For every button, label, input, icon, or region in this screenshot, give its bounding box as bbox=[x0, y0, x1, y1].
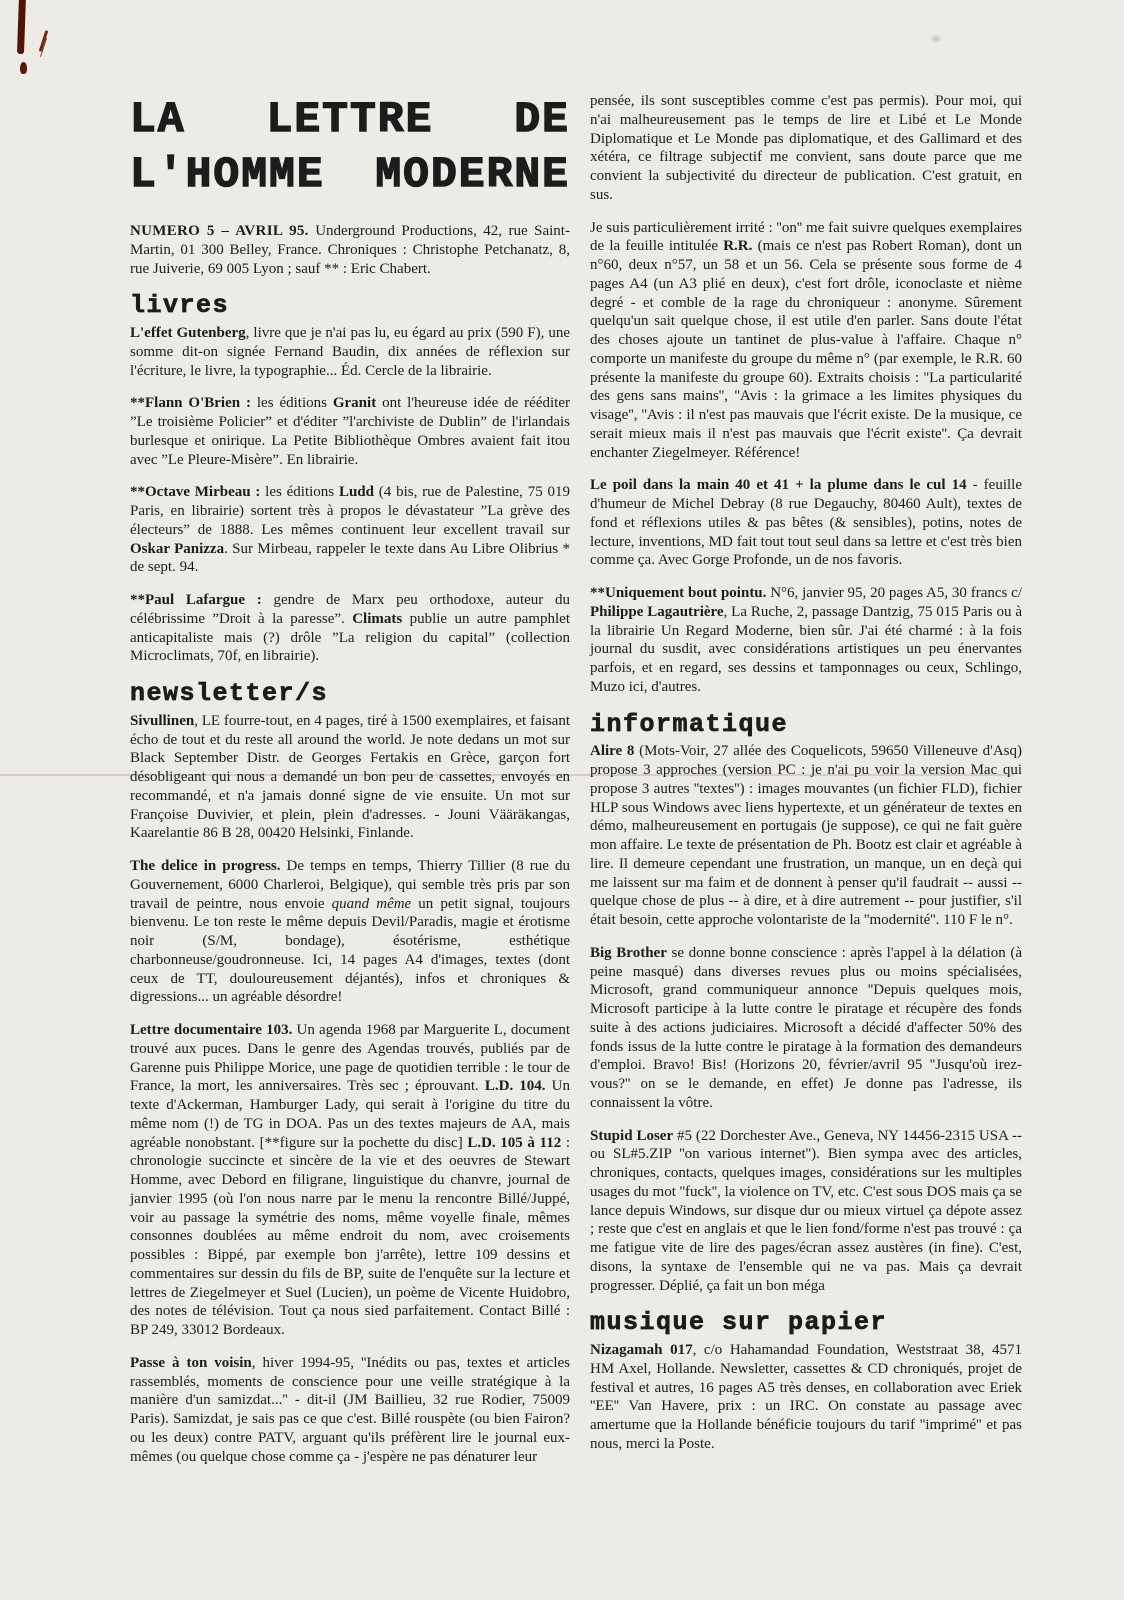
text-segment: NUMERO 5 – AVRIL 95. bbox=[130, 223, 309, 240]
title-word: MODERNE bbox=[375, 150, 570, 200]
paragraph bbox=[130, 591, 570, 666]
title-word: DE bbox=[514, 95, 570, 144]
text-segment: pensée, ils sont susceptibles comme c'est pas permis). Pour moi, qui n'ai malheureusement pas le temps de lire et Libé et Le Monde Diplomatique et Le Monde pas diplomatique, et des Gallimard et des xétéra, ce filtrage subjectif me convient, sans doute parce que me convient la subjectivité du directeur de publication. C'est gratuit, en sus. bbox=[590, 93, 1022, 203]
masthead-paragraph bbox=[130, 222, 570, 278]
text-segment: Le poil dans la main 40 et 41 + la plume dans le cul 14 bbox=[590, 477, 967, 494]
paragraph bbox=[590, 1127, 1022, 1296]
page-title bbox=[130, 92, 570, 202]
text-segment: quand même bbox=[331, 895, 412, 912]
paragraph bbox=[590, 742, 1022, 930]
text-segment: #5 (22 Dorchester Ave., Geneva, NY 14456-2315 USA -- ou SL#5.ZIP ''on various internet''). Bien sympa avec des articles, chroniques, contacts, quelques images, considérations sur les multiples usages du mot ''fuck'', la violence on TV, etc. C'est sous DOS mais ça se lance depuis Windows, sur disque dur ou mieux virtuel ça dépote assez ; reste que c'est en anglais et que le lien fond/forme n'est pas trouvé : ça me fatigue vite de lire des pages/écran assez austères (in fine). C'est, disons, la syntaxe de l'ensemble qui ne va pas. Mais ça devrait progresser. Déplié, ça fait un bon méga bbox=[590, 1127, 1022, 1294]
text-segment: L.D. 105 à 112 bbox=[467, 1134, 562, 1151]
title-word: L'HOMME bbox=[130, 150, 325, 200]
paragraph bbox=[130, 394, 570, 469]
paragraph bbox=[590, 584, 1022, 697]
text-segment: : chronologie succincte et sincère de la vie et des oeuvres de Stewart Homme, avec Debord en filigrane, linguistique du chanvre, journal de janvier 1995 (où l'on nous narre par le menu la rencontre Billé/Juppé, voir au passage la symétrie des noms, même voyelle finale, mêmes consonnes doublées au même endroit du nom, avec croisements possibles : Bippé, par exemple bon j'arrête), lettre 109 dessins et commentaires sur dessin du fils de BP, suite de l'enquête sur la lecture et lettres de Ziegelmeyer et Suel (Lucien), un poème de Vicente Huidobro, des notes de télévision. Tout ça nous sied parfaitement. Contact Billé : BP 249, 33012 Bordeaux. bbox=[130, 1134, 570, 1339]
text-segment: Je suis particulièrement irrité : ''on'' me fait suivre quelques exemplaires de la feuille intitulée bbox=[590, 219, 1022, 255]
text-segment: Un agenda 1968 par Marguerite L, document trouvé aux puces. Dans le genre des Agendas trouvés, publiés par de Garenne puis Philippe Morice, une page de quotidien terrible : le tour de France, la mort, les anniversaires. Très sec ; éprouvant. bbox=[130, 1022, 570, 1095]
text-segment: **Octave Mirbeau : bbox=[130, 484, 261, 501]
text-segment: , LE fourre-tout, en 4 pages, tiré à 1500 exemplaires, et faisant écho de tout et du reste all around the world. Je note dedans un mot sur Black September Distr. de Georges Fertakis en Grèce, garçon fort désobligeant qui nous a demandé un bon peu de cassettes, envoyés en recommandé, et n'a jamais donné signe de vie ensuite. Un mot sur Françoise Duvivier, et plein, plein d'adresses. - Jouni Vääräkangas, Kaarelantie 86 B 28, 00420 Helsinki, Finlande. bbox=[130, 712, 570, 842]
paragraph bbox=[130, 324, 570, 380]
text-segment: Ludd bbox=[338, 484, 374, 501]
title-line-1 bbox=[130, 92, 570, 147]
paragraph bbox=[590, 1341, 1022, 1454]
text-segment: Philippe Lagautrière bbox=[590, 603, 724, 620]
text-segment: Lettre documentaire 103. bbox=[130, 1022, 293, 1039]
text-segment: Un texte d'Ackerman, Hamburger Lady, qui serait à l'origine du titre du même nom (!) de TG in DOA. Pas un des textes majeurs de AA, mais agréable nonobstant. [**figure sur la pochette du disc] bbox=[130, 1078, 570, 1151]
text-segment: ont l'heureuse idée de rééditer ”Le troisième Policier” et d'éditer ”l'archiviste de Dublin” de l'irlandais burlesque et onirique. La Petite Bibliothèque Ombres avaient fait itou avec ”Le Pleure-Misère”. En librairie. bbox=[130, 395, 570, 468]
section-heading-musique-sur-papier: musique sur papier bbox=[590, 1308, 888, 1338]
paragraph bbox=[130, 483, 570, 577]
text-segment: les éditions bbox=[250, 395, 333, 412]
paragraph bbox=[130, 712, 570, 843]
ink-stroke-diagonal bbox=[39, 30, 49, 52]
paragraph bbox=[130, 1021, 570, 1340]
text-segment: Big Brother bbox=[590, 944, 667, 961]
title-word: LA bbox=[130, 95, 186, 144]
text-segment: Stupid Loser bbox=[590, 1127, 674, 1144]
title-word: LETTRE bbox=[266, 95, 434, 144]
text-segment: Nizagamah 017 bbox=[590, 1342, 693, 1358]
page-content bbox=[130, 92, 1022, 1480]
paragraph bbox=[130, 857, 570, 1007]
text-segment: **Uniquement bout pointu. bbox=[590, 585, 767, 601]
section-heading-livres: livres bbox=[130, 291, 230, 321]
text-segment: L'effet Gutenberg bbox=[130, 325, 246, 342]
text-segment: Oskar Panizza bbox=[130, 540, 225, 557]
text-segment: gendre de Marx peu orthodoxe, auteur du célébrissime ”Droit à la paresse”. bbox=[130, 592, 571, 627]
text-segment: les éditions bbox=[260, 484, 339, 501]
text-segment: R.R. bbox=[723, 238, 753, 255]
text-segment: , hiver 1994-95, ''Inédits ou pas, textes et articles rassemblés, moments de conscience pour une veille stratégique à la manière d'un samizdat...'' - dit-il (JM Baillieu, 32 rue Rodier, 75009 Paris). Samizdat, je sais pas ce que c'est. Billé rouspète (ou bien Fairon? ou les deux) contre PATV, arguant qu'ils préfèrent lire le journal eux-mêmes (ou quelque chose comme ça - j'espère ne pas dénaturer leur bbox=[130, 1354, 570, 1465]
text-segment: Granit bbox=[332, 395, 377, 412]
text-segment: - feuille d'humeur de Michel Debray (8 rue Degauchy, 80460 Ault), textes de fond et réflexions utiles & pas bêtes (& sensibles), potins, notes de lecture, inventions, MD fait tout tout seul dans sa lettre et c'est très bien comme ça. Avec Gorge Profonde, un de nos favoris. bbox=[590, 477, 1022, 569]
left-column bbox=[130, 92, 570, 1480]
text-segment: , c/o Hahamandad Foundation, Weststraat 38, 4571 HM Axel, Hollande. Newsletter, cassettes & CD chroniqués, projet de festival et autres, 16 pages A5 très denses, en collaboration avec Eriek ''EE'' Van Havere, prix : un IRC. On constate au passage avec amertume que la Hollande bénéficie toujours du tarif ''imprimé'' et pas nous, merci la Poste. bbox=[590, 1342, 1023, 1452]
title-line-2 bbox=[130, 147, 570, 202]
text-segment: L.D. 104. bbox=[484, 1078, 546, 1095]
text-segment: Sivullinen bbox=[130, 712, 195, 729]
text-segment: publie un autre pamphlet anticapitaliste mais (?) drôle ”La religion du capital” (collection Microclimats, 70f, en librairie). bbox=[130, 610, 570, 665]
ink-dot bbox=[20, 62, 27, 74]
text-segment: (Mots-Voir, 27 allée des Coquelicots, 59650 Villeneuve d'Asq) propose 3 approches (version PC : je n'ai pu voir la version Mac qui propose 3 autres ''textes'') : images mouvantes (un fichier FLD), fichier HLP sous Windows avec liens hypertexte, et un générateur de textes en démo, malheureusement en portugais (je suppose), ce qui ne fait guère mon affaire. Le texte de présentation de Ph. Bootz est clair et agréable à lire. Il demeure cependant une frustration, un manque, un en deçà qui me laissent sur ma faim et de donnent à penser qu'il faudrait -- aussi -- quelque chose de plus -- à dire, et à dire autrement -- pour justifier, s'il était besoin, cette approche volontariste de la ''modernité''. 110 F le n°. bbox=[590, 743, 1022, 928]
text-segment: un petit signal, toujours bienvenu. Le ton reste le même depuis Devil/Paradis, magie et érotisme noir (S/M, bondage), ésotérisme, esthétique charbonneuse/goudronneuse. Ici, 14 pages A4 d'images, textes (dont ceux de TT, douloureusement déjantés), infos et chroniques & digressions... un agréable désordre! bbox=[130, 895, 570, 1006]
text-segment: **Flann O'Brien : bbox=[130, 395, 251, 412]
text-segment: , La Ruche, 2, passage Dantzig, 75 015 Paris ou à la librairie Un Regard Moderne, bien sûr. J'ai été charmé : à la fois journal du susdit, avec considérations artistiques un peu énervantes parfois, et en regard, ses dessins et tamponnages ou ceux, Schlingo, Muzo ici, d'autres. bbox=[590, 603, 1022, 695]
paragraph bbox=[130, 1354, 570, 1467]
text-segment: , livre que je n'ai pas lu, eu égard au prix (590 F), une somme dit-on signée Fernand Baudin, dix années de réflexion sur l'écriture, le livre, la typographie... Éd. Cercle de la librairie. bbox=[130, 325, 570, 379]
right-column bbox=[590, 92, 1022, 1480]
text-segment: Climats bbox=[352, 610, 403, 627]
text-segment: . Sur Mirbeau, rappeler le texte dans Au Libre Olibrius * de sept. 94. bbox=[130, 540, 570, 576]
text-segment: (4 bis, rue de Palestine, 75 019 Paris, en librairie) sortent très à propos le dévastateur ”La grève des électeurs” de 1888. Les mêmes continuent leur excellent travail sur bbox=[130, 484, 570, 538]
section-heading-informatique: informatique bbox=[590, 709, 789, 739]
paragraph bbox=[590, 476, 1022, 570]
ink-stain-mark bbox=[14, 0, 64, 90]
section-heading-newsletters: newsletter/s bbox=[130, 679, 329, 709]
text-segment: N°6, janvier 95, 20 pages A5, 30 francs c/ bbox=[766, 585, 1022, 601]
text-segment: Alire 8 bbox=[590, 743, 635, 760]
text-segment: **Paul Lafargue : bbox=[130, 592, 262, 609]
paragraph bbox=[590, 219, 1022, 463]
text-segment: Underground Productions, 42, rue Saint-Martin, 01 300 Belley, France. Chroniques : Christophe Petchanatz, 8, rue Juiverie, 69 005 Lyon ; sauf ** : Eric Chabert. bbox=[130, 223, 570, 277]
paragraph bbox=[590, 944, 1022, 1113]
text-segment: se donne bonne conscience : après l'appel à la délation (à peine masqué) dans diverses revues plus ou moins spécialisées, Microsoft, grand communiqueur annonce ''Depuis quelques mois, Microsoft participe à la lutte contre le piratage et récupère des fonds suite à des actions judiciaires. Microsoft a décidé d'affecter 50% des fonds issus de la lutte contre le piratage à la formation des demandeurs d'emploi. Bravo! Bis! (Horizons 20, février/avril 95 ''Jusqu'où irez-vous?'' on se le demande, en effet) Je donne pas l'adresse, ils connaissent la vôtre. bbox=[590, 944, 1023, 1111]
scan-artifact-dot bbox=[932, 36, 940, 42]
text-segment: Passe à ton voisin bbox=[130, 1354, 252, 1371]
text-segment: (mais ce n'est pas Robert Roman), dont un n°60, deux n°57, un 58 et un 56. Cela se présente sous forme de 4 pages A4 (un A3 plié en deux), c'est fort drôle, iconoclaste et nième degré - et comble de la rage du chroniqueur : anonyme. Sûrement quelqu'un sait quelque chose, il est utile d'en parler. Sans doute l'état des choses ajoute un tantinet de plus-value à l'affaire. Chaque n° comporte un manifeste du groupe du même n° (par exemple, le R.R. 60 présente la manifeste du groupe 60). Extraits choisis : ''La particularité des gens sans mains'', ''Avis : la grimace a les limites physiques du visage'', ''Avis : il n'est pas mauvais que l'écrit existe. De la musique, ce serait mieux mais il n'est pas mauvais que l'écrit existe''. Ça devrait enchanter Ziegelmeyer. Référence! bbox=[590, 238, 1022, 461]
text-segment: De temps en temps, Thierry Tillier (8 rue du Gouvernement, 6000 Charleroi, Belgique), qui semble très pris par son travail de peintre, nous envoie bbox=[130, 858, 570, 912]
ink-stroke-vertical bbox=[17, 0, 26, 54]
left-column-blocks bbox=[130, 222, 570, 1466]
text-segment: The delice in progress. bbox=[130, 858, 281, 875]
continuation-paragraph bbox=[590, 92, 1022, 205]
